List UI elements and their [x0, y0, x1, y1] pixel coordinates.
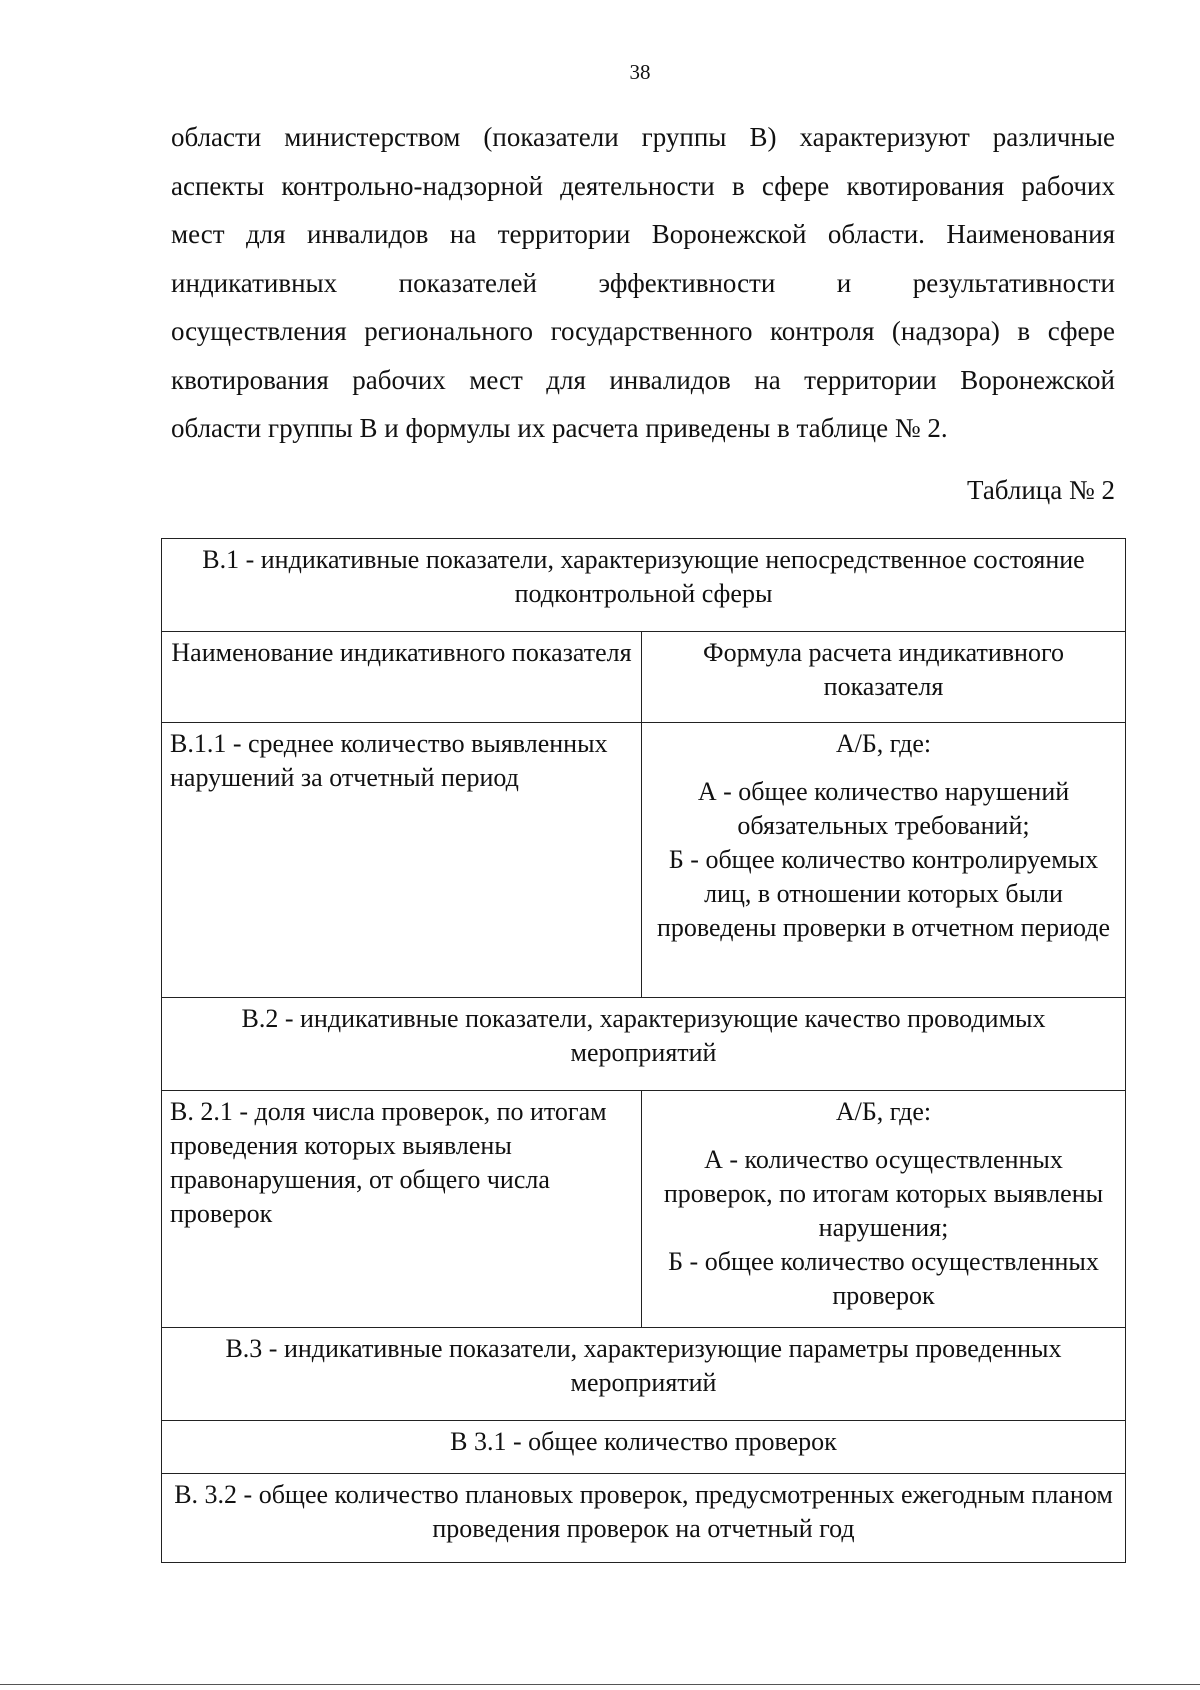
table-section-row: [162, 998, 1126, 1091]
section-b3-title: В.3 - индикативные показатели, характеризующие параметры проведенных мероприятий: [162, 1328, 1126, 1421]
paragraph-line: индикативных показателей эффективности и результативности: [171, 267, 1115, 298]
formula-intro: А/Б, где:: [835, 729, 932, 758]
section-b1-title: В.1 - индикативные показатели, характеризующие непосредственное состояние подконтрольной сферы: [162, 539, 1126, 632]
page-number: 38: [629, 60, 651, 84]
formula-b-definition: Б - общее количество осуществленных проверок: [668, 1247, 1099, 1310]
table-row: [162, 723, 1126, 998]
paragraph-line: аспекты контрольно-надзорной деятельности в сфере квотирования рабочих: [171, 170, 1115, 201]
indicator-formula-b11: [642, 723, 1126, 998]
indicator-formula-b21: [642, 1091, 1126, 1328]
bottom-rule: [0, 1684, 1200, 1685]
formula-b-definition: Б - общее количество контролируемых лиц, в отношении которых были проведены проверки в отчетном периоде: [656, 845, 1111, 942]
paragraph-line: квотирования рабочих мест для инвалидов на территории Воронежской: [171, 364, 1115, 395]
table-caption: Таблица № 2: [967, 475, 1115, 505]
indicators-table: [161, 538, 1126, 1563]
header-formula-column: Формула расчета индикативного показателя: [642, 632, 1126, 723]
indicator-b32: В. 3.2 - общее количество плановых проверок, предусмотренных ежегодным планом проведения проверок на отчетный год: [162, 1474, 1126, 1563]
formula-a-definition: А - общее количество нарушений обязательных требований;: [697, 777, 1070, 840]
formula-a-definition: А - количество осуществленных проверок, по итогам которых выявлены нарушения;: [663, 1145, 1104, 1242]
paragraph-line: области министерством (показатели группы В) характеризуют различные: [171, 122, 1115, 152]
table-row: [162, 1474, 1126, 1563]
paragraph-line: области группы В и формулы их расчета приведены в таблице № 2.: [171, 413, 948, 443]
indicator-name-b21: В. 2.1 - доля числа проверок, по итогам проведения которых выявлены правонарушения, от общего числа проверок: [162, 1091, 642, 1328]
body-paragraph: [171, 113, 1115, 453]
indicator-name-b11: В.1.1 - среднее количество выявленных нарушений за отчетный период: [162, 723, 642, 998]
table-section-row: [162, 539, 1126, 632]
indicator-b31: В 3.1 - общее количество проверок: [162, 1421, 1126, 1474]
section-b2-title: В.2 - индикативные показатели, характеризующие качество проводимых мероприятий: [162, 998, 1126, 1091]
formula-intro: А/Б, где:: [835, 1097, 932, 1126]
table-header-row: [162, 632, 1126, 723]
table-row: [162, 1091, 1126, 1328]
header-name-column: Наименование индикативного показателя: [162, 632, 642, 723]
table-row: [162, 1421, 1126, 1474]
table-section-row: [162, 1328, 1126, 1421]
paragraph-line: осуществления регионального государственного контроля (надзора) в сфере: [171, 316, 1115, 346]
paragraph-line: мест для инвалидов на территории Воронежской области. Наименования: [171, 219, 1115, 249]
